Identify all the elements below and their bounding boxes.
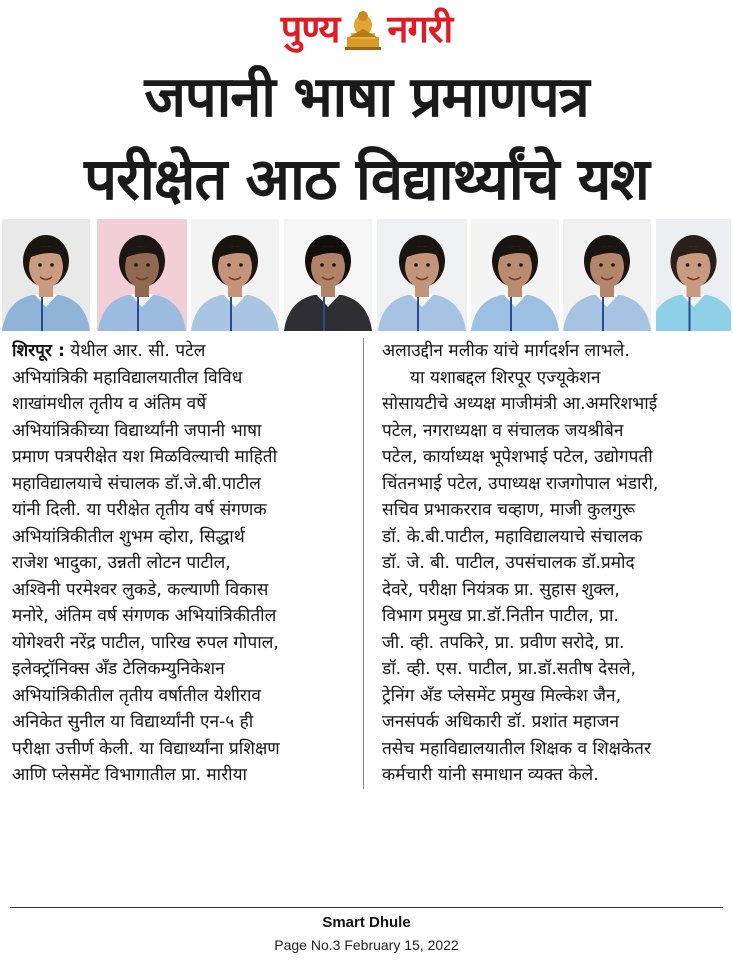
left-line: अभियांत्रिकीतील शुभम व्होरा, सिद्धार्थ	[12, 526, 245, 547]
student-photo-5	[377, 219, 467, 331]
masthead-emblem-icon	[343, 7, 383, 51]
footer-title: Smart Dhule	[322, 914, 411, 931]
left-line: आणि प्लेसमेंट विभागातील प्रा. मारीया	[12, 765, 248, 785]
left-line: प्रमाण पत्रपरीक्षेत यश मिळविल्याची माहिती	[12, 447, 278, 467]
right-line: ट्रेनिंग अँड प्लेसमेंट प्रमुख मिल्केश जैन,	[382, 685, 622, 706]
student-photo-7	[563, 219, 651, 331]
student-photo-4	[284, 219, 372, 331]
right-line: डॉ. के.बी.पाटील, महाविद्यालयाचे संचालक	[382, 526, 643, 547]
article-column-right	[382, 338, 725, 789]
portrait-graphic	[2, 219, 90, 331]
portrait-graphic	[471, 219, 559, 331]
headline-line-2: परीक्षेत आठ विद्यार्थ्यांचे यश	[84, 145, 649, 213]
right-line: डॉ. जे. बी. पाटील, उपसंचालक डॉ.प्रमोद	[382, 553, 635, 573]
student-photo-3	[191, 219, 279, 331]
right-line: डॉ. व्ही. एस. पाटील, प्रा.डॉ.सतीष देसले,	[382, 659, 636, 679]
right-line: जनसंपर्क अधिकारी डॉ. प्रशांत महाजन	[382, 712, 619, 732]
masthead-left-word: पुण्य	[280, 7, 340, 51]
masthead-right-word: नगरी	[387, 7, 453, 51]
portrait-graphic	[563, 219, 651, 331]
left-line: महाविद्यालयाचे संचालक डॉ.जे.बी.पाटील	[12, 473, 261, 494]
portrait-graphic	[284, 219, 372, 331]
headline-line-1: जपानी भाषा प्रमाणपत्र	[144, 65, 589, 130]
right-line: या यशाबद्दल शिरपूर एज्यूकेशन	[410, 367, 601, 388]
article-first-text: येथील आर. सी. पटेल	[70, 341, 206, 361]
footer-rule	[10, 907, 723, 908]
dateline: शिरपूर :	[12, 341, 65, 361]
right-line: कर्मचारी यांनी समाधान व्यक्त केले.	[382, 765, 599, 785]
student-photo-6	[471, 219, 559, 331]
portrait-graphic	[191, 219, 279, 331]
student-photo-2	[97, 219, 187, 331]
portrait-graphic	[97, 219, 187, 331]
right-line: सोसायटीचे अध्यक्ष माजीमंत्री आ.अमरिशभाई	[382, 394, 658, 414]
left-line: अभियांत्रिकीतील तृतीय वर्षातील येशीराव	[12, 685, 261, 706]
footer-subtitle: Page No.3 February 15, 2022	[274, 937, 459, 953]
student-photo-1	[2, 219, 90, 331]
left-line: परीक्षा उत्तीर्ण केली. या विद्यार्थ्यांना प्रशिक्षण	[12, 738, 280, 759]
right-line: तसेच महाविद्यालयातील शिक्षक व शिक्षकेतर	[382, 738, 652, 759]
right-line: विभाग प्रमुख प्रा.डॉ.नितीन पाटील, प्रा.	[382, 606, 619, 626]
article-column-left	[12, 338, 364, 789]
left-line: अनिकेत सुनील या विद्यार्थ्यांनी एन-५ ही	[12, 712, 254, 732]
left-line: राजेश भादुका, उन्नती लोटन पाटील,	[12, 553, 231, 573]
left-line: इलेक्ट्रॉनिक्स अँड टेलिकम्युनिकेशन	[12, 659, 225, 679]
right-line: जी. व्ही. तपकिरे, प्रा. प्रवीण सरोदे, प्रा.	[382, 632, 625, 653]
portrait-graphic	[377, 219, 467, 331]
left-line: अभियांत्रिकीच्या विद्यार्थ्यांनी जपानी भाषा	[12, 420, 262, 441]
student-photos-strip	[0, 219, 733, 331]
right-line: देवरे, परीक्षा नियंत्रक प्रा. सुहास शुक्ल,	[382, 579, 620, 600]
right-line: अलाउद्दीन मलीक यांचे मार्गदर्शन लाभले.	[382, 341, 630, 361]
masthead	[0, 0, 733, 58]
right-line: सचिव प्रभाकरराव चव्हाण, माजी कुलगुरू	[382, 500, 636, 520]
right-line: पटेल, कार्याध्यक्ष भूपेशभाई पटेल, उद्योगपती	[382, 447, 653, 467]
left-line: अभियांत्रिकी महाविद्यालयातील विविध	[12, 367, 243, 388]
left-line: अश्विनी परमेश्वर लुकडे, कल्याणी विकास	[12, 579, 269, 600]
right-line: चिंतनभाई पटेल, उपाध्यक्ष राजगोपाल भंडारी,	[382, 473, 659, 494]
portrait-graphic	[656, 219, 731, 331]
left-line: मनोरे, अंतिम वर्ष संगणक अभियांत्रिकीतील	[12, 606, 277, 626]
left-line: योगेश्वरी नरेंद्र पाटील, पारिख रुपल गोपाल,	[12, 632, 279, 653]
article-first-line	[12, 338, 355, 365]
student-photo-8	[656, 219, 731, 331]
left-line: यांनी दिली. या परीक्षेत तृतीय वर्ष संगणक	[12, 500, 267, 520]
right-line: पटेल, नगराध्यक्षा व संचालक जयश्रीबेन	[382, 420, 624, 441]
left-line: शाखांमधील तृतीय व अंतिम वर्षे	[12, 394, 207, 414]
